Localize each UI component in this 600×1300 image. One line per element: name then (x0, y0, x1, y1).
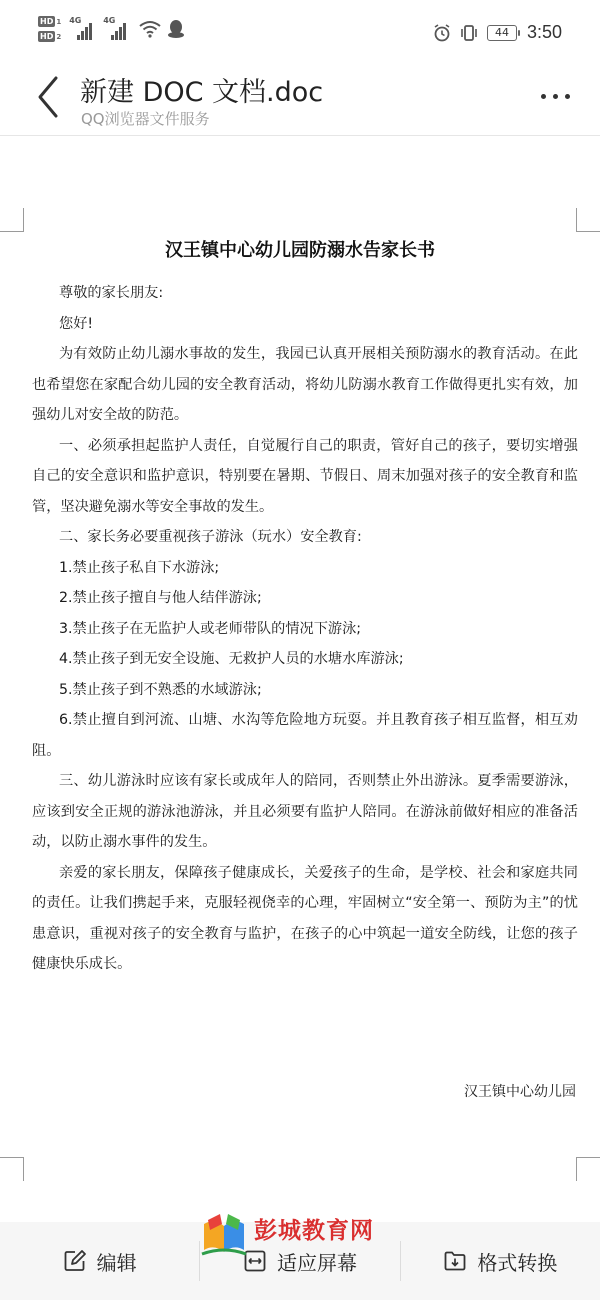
book-logo-icon (198, 1210, 250, 1262)
page-corner-mark (0, 208, 24, 232)
paragraph-point-1: 一、必须承担起监护人责任，自觉履行自己的职责，管好自己的孩子，要切实增强自己的安全意识和监护意识，特别要在暑期、节假日、周末加强对孩子的安全教育和监管，坚决避免溺水等安全事故的发生。 (32, 437, 578, 515)
paragraph-closing: 亲爱的家长朋友，保障孩子健康成长，关爱孩子的生命，是学校、社会和家庭共同的责任。让我们携起手来，克服轻视侥幸的心理，牢固树立“安全第一、预防为主”的忧患意识，重视对孩子的安全教育与监护，在孩子的心中筑起一道安全防线，让您的孩子健康快乐成长。 (32, 864, 578, 972)
paragraph-greeting: 尊敬的家长朋友: (59, 285, 164, 301)
list-item: 2.禁止孩子擅自与他人结伴游泳; (59, 590, 262, 606)
app-header (0, 66, 600, 136)
sim-number: 1 (56, 17, 62, 26)
page-corner-mark (0, 1157, 24, 1181)
back-arrow-icon[interactable] (30, 74, 66, 120)
status-left (38, 16, 185, 42)
format-convert-button[interactable] (400, 1241, 600, 1281)
wifi-icon (139, 20, 161, 38)
battery-icon (487, 25, 517, 41)
list-item: 6.禁止擅自到河流、山塘、水沟等危险地方玩耍。并且教育孩子相互监督，相互劝阻。 (32, 712, 578, 759)
paragraph-point-2: 二、家长务必要重视孩子游泳（玩水）安全教育: (59, 529, 362, 545)
list-item: 5.禁止孩子到不熟悉的水域游泳; (59, 681, 262, 698)
edit-button[interactable] (0, 1241, 199, 1281)
edit-label: 编辑 (96, 1250, 137, 1275)
list-item: 4.禁止孩子到无安全设施、无救护人员的水塘水库游泳; (59, 651, 404, 667)
clock: 3:50 (526, 22, 562, 42)
paragraph-hello: 您好! (59, 315, 94, 332)
qq-icon (167, 19, 185, 39)
page-corner-mark (576, 1157, 600, 1181)
sim-number: 2 (56, 32, 62, 41)
format-convert-label: 格式转换 (477, 1250, 558, 1275)
edit-icon (63, 1249, 87, 1273)
hd-indicator-2 (38, 31, 61, 42)
list-item: 1.禁止孩子私自下水游泳; (59, 559, 220, 576)
document-filename: 新建 DOC 文档.doc (80, 77, 324, 108)
document-body (32, 278, 578, 980)
document-signature: 汉王镇中心幼儿园 (464, 1084, 576, 1100)
paragraph-intro: 为有效防止幼儿溺水事故的发生，我园已认真开展相关预防溺水的教育活动。在此也希望您在家配合幼儿园的安全教育活动，将幼儿防溺水教育工作做得更扎实有效，加强幼儿对安全故的防范。 (32, 346, 578, 423)
network-type: 4G (69, 16, 82, 25)
hd-label: HD (40, 32, 54, 41)
paragraph-point-3: 三、幼儿游泳时应该有家长或成年人的陪同，否则禁止外出游泳。夏季需要游泳，应该到安全正规的游泳池游泳，并且必须要有监护人陪同。在游泳前做好相应的准备活动，以防止溺水事件的发生。 (32, 773, 578, 850)
alarm-icon (433, 24, 451, 42)
more-options-icon[interactable] (541, 94, 570, 99)
hd-indicators (38, 16, 61, 42)
signal-icon (69, 18, 95, 40)
document-page (0, 236, 600, 972)
battery-level: 44 (494, 26, 509, 39)
hd-indicator-1 (38, 16, 61, 27)
format-convert-icon (443, 1249, 467, 1273)
status-right (433, 22, 562, 43)
watermark (198, 1208, 408, 1268)
file-service-subtitle: QQ浏览器文件服务 (81, 110, 210, 128)
signal-icon (103, 18, 129, 40)
network-type: 4G (103, 16, 116, 25)
watermark-text: 彭城教育网 (254, 1218, 374, 1244)
vibrate-icon (459, 24, 479, 42)
document-title: 汉王镇中心幼儿园防溺水告家长书 (165, 240, 435, 261)
status-bar (0, 0, 600, 66)
fit-screen-label: 适应屏幕 (276, 1250, 357, 1275)
list-item: 3.禁止孩子在无监护人或老师带队的情况下游泳; (59, 620, 362, 637)
page-corner-mark (576, 208, 600, 232)
hd-label: HD (40, 17, 54, 26)
